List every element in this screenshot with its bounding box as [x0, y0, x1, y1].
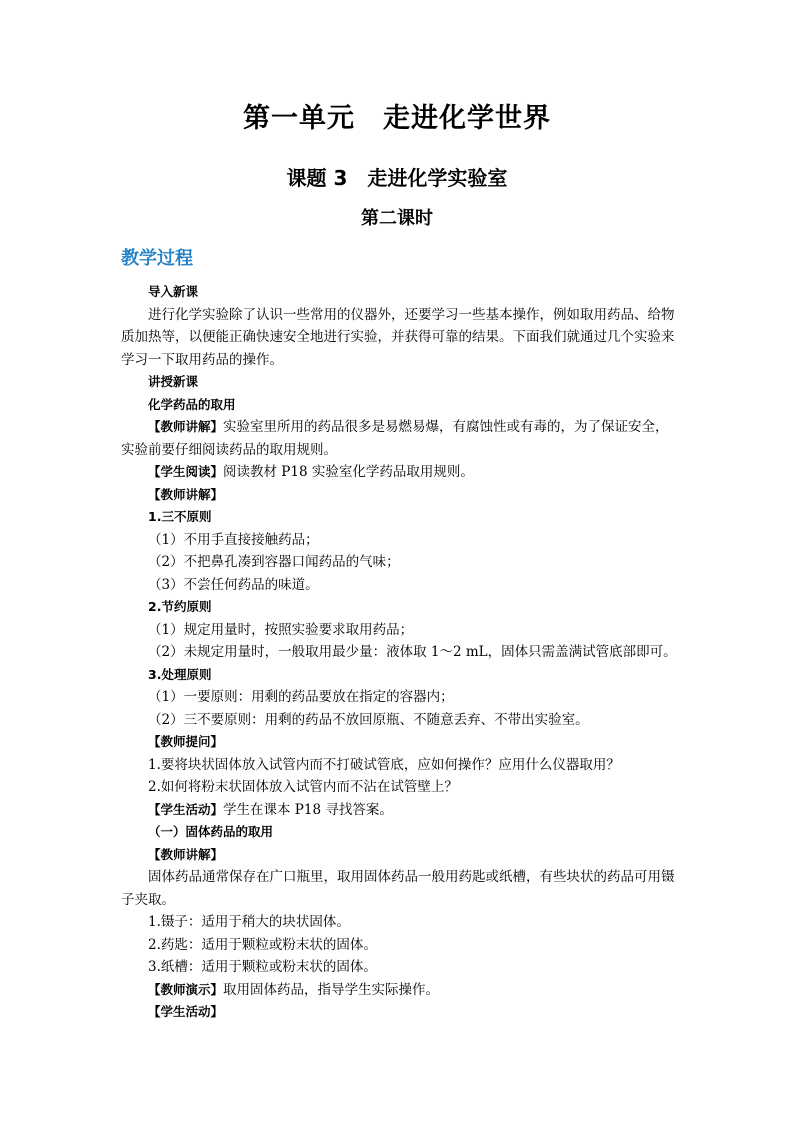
rule-2-item: （2）未规定用量时，一般取用最少量：液体取 1～2 mL，固体只需盖满试管底部即可。 — [148, 644, 677, 660]
teacher-explain-tag-2: 【教师讲解】 — [148, 486, 224, 502]
teacher-demo-paragraph — [121, 979, 681, 1002]
teacher-explain-paragraph — [121, 416, 681, 461]
rule-3-item: （1）一要原则：用剩的药品要放在指定的容器内； — [148, 689, 454, 705]
page-title: 第一单元 走进化学世界 — [243, 103, 551, 134]
section-heading: 教学过程 — [121, 248, 193, 269]
solid-paragraph: 固体药品通常保存在广口瓶里，取用固体药品一般用药匙或纸槽，有些块状的药品可用镊子夹取。 — [121, 869, 675, 908]
student-activity-tag: 【学生活动】 — [148, 801, 224, 817]
teacher-explain-text: 实验室里所用的药品很多是易燃易爆，有腐蚀性或有毒的，为了保证安全，实验前要仔细阅读药品的取用规则。 — [121, 419, 669, 458]
teacher-explain-tag: 【教师讲解】 — [148, 419, 224, 434]
document-body — [121, 281, 681, 1024]
session-label: 第二课时 — [361, 208, 433, 229]
teach-heading: 讲授新课 — [148, 374, 199, 389]
rule-1-item: （2）不把鼻孔凑到容器口闻药品的气味； — [148, 554, 400, 570]
teacher-demo-tag: 【教师演示】 — [148, 981, 224, 997]
student-read-tag: 【学生阅读】 — [148, 464, 224, 479]
solid-heading: （一）固体药品的取用 — [148, 824, 274, 839]
rule-2-item: （1）规定用量时，按照实验要求取用药品； — [148, 621, 414, 638]
student-read-text: 阅读教材 P18 实验室化学药品取用规则。 — [223, 464, 474, 480]
intro-paragraph: 进行化学实验除了认识一些常用的仪器外，还要学习一些基本操作，例如取用药品、给物质加热等，以便能正确快速安全地进行实验，并获得可靠的结果。下面我们就通过几个实验来学习一下取用药品的操作。 — [121, 306, 675, 368]
rule-heading-3: 3.处理原则 — [148, 666, 212, 682]
tool-item: 2.药匙：适用于颗粒或粉末状的固体。 — [148, 936, 377, 953]
student-activity-paragraph — [121, 799, 681, 822]
lesson-subtitle: 课题 3 走进化学实验室 — [286, 166, 508, 190]
rule-heading-2: 2.节约原则 — [148, 599, 212, 614]
student-activity-text: 学生在课本 P18 寻找答案。 — [223, 801, 393, 818]
intro-heading: 导入新课 — [148, 284, 199, 299]
rule-1-item: （3）不尝任何药品的味道。 — [148, 576, 319, 593]
teacher-explain-tag-3: 【教师讲解】 — [148, 846, 224, 862]
tool-item: 1.镊子：适用于稍大的块状固体。 — [148, 914, 350, 930]
teacher-question-tag: 【教师提问】 — [148, 734, 224, 749]
topic-heading: 化学药品的取用 — [148, 396, 236, 412]
teacher-demo-text: 取用固体药品，指导学生实际操作。 — [223, 981, 440, 998]
rule-1-item: （1）不用手直接接触药品； — [148, 531, 319, 548]
student-read-paragraph — [121, 461, 681, 484]
tool-item: 3.纸槽：适用于颗粒或粉末状的固体。 — [148, 959, 377, 975]
question-item: 2.如何将粉末状固体放入试管内而不沾在试管壁上？ — [148, 779, 458, 795]
rule-3-item: （2）三不要原则：用剩的药品不放回原瓶、不随意丢弃、不带出实验室。 — [148, 711, 589, 728]
question-item: 1.要将块状固体放入试管内而不打破试管底，应如何操作？应用什么仪器取用？ — [148, 756, 620, 773]
rule-heading-1: 1.三不原则 — [148, 509, 212, 524]
student-activity-tag-2: 【学生活动】 — [148, 1004, 224, 1019]
